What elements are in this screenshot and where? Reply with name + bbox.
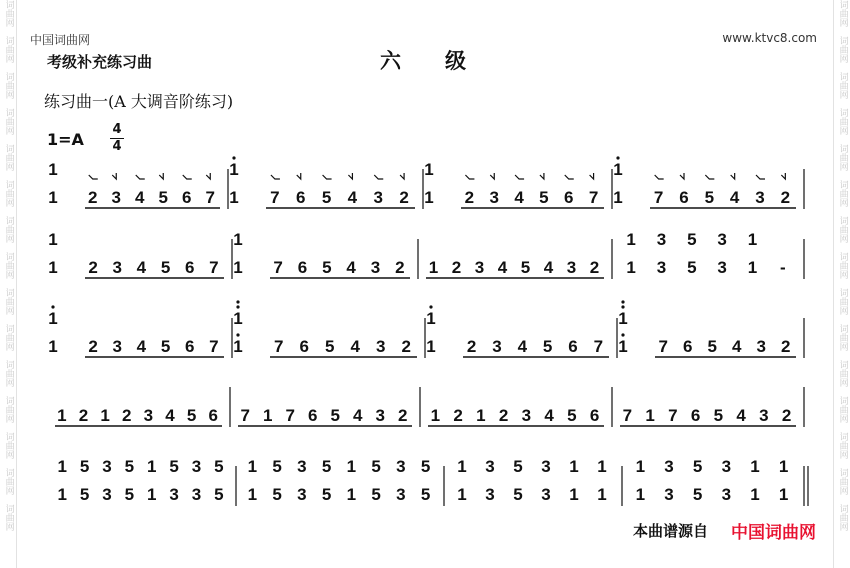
chord-upper-note: 1 bbox=[233, 309, 243, 328]
melody-note: 3 bbox=[474, 258, 485, 277]
lower-voice-note: 3 bbox=[102, 485, 112, 504]
lower-voice-note: 1 bbox=[247, 485, 258, 504]
articulation-mark bbox=[112, 173, 116, 179]
chord-lower-note: 1 bbox=[48, 337, 58, 356]
melody-note: 2 bbox=[88, 337, 98, 356]
watermark-text: 词曲网 bbox=[3, 180, 14, 207]
lower-voice-note: 3 bbox=[297, 485, 307, 504]
melody-note: 3 bbox=[111, 188, 121, 207]
melody-note: 7 bbox=[205, 188, 215, 207]
melody-note: 4 bbox=[497, 258, 508, 277]
watermark-text: 词曲网 bbox=[837, 180, 848, 207]
melody-note: 3 bbox=[521, 406, 532, 425]
articulation-mark bbox=[374, 175, 383, 179]
melody-note: 7 bbox=[273, 258, 283, 277]
articulation-mark bbox=[540, 173, 544, 179]
melody-note: 6 bbox=[296, 188, 306, 207]
melody-note: 1 bbox=[645, 406, 655, 425]
articulation-mark bbox=[183, 175, 192, 179]
watermark-text: 词曲网 bbox=[837, 324, 848, 351]
grade-title: 六级 bbox=[380, 49, 510, 73]
watermark-text: 词曲网 bbox=[837, 360, 848, 387]
lower-voice-note: 1 bbox=[597, 485, 607, 504]
chord-lower-note: 1 bbox=[613, 188, 623, 207]
watermark-text: 词曲网 bbox=[3, 0, 14, 27]
watermark-text: 词曲网 bbox=[3, 288, 14, 315]
upper-voice-note: 3 bbox=[191, 457, 202, 476]
watermark-text: 词曲网 bbox=[3, 468, 14, 495]
melody-note: 2 bbox=[466, 337, 477, 356]
time-numerator: 4 bbox=[112, 122, 122, 137]
upper-voice-note: 5 bbox=[420, 457, 431, 476]
watermark-text: 词曲网 bbox=[3, 504, 14, 531]
octave-dot bbox=[621, 300, 624, 303]
chord-upper-note: 1 bbox=[613, 160, 623, 179]
lower-voice-note: 1 bbox=[346, 485, 357, 504]
melody-note: 6 bbox=[299, 337, 309, 356]
upper-voice-note: 1 bbox=[247, 457, 258, 476]
time-denominator: 4 bbox=[112, 139, 122, 154]
melody-note: 6 bbox=[182, 188, 192, 207]
watermark-text: 词曲网 bbox=[837, 288, 848, 315]
melody-note: 4 bbox=[350, 337, 360, 356]
melody-note: 3 bbox=[492, 337, 502, 356]
melody-note: 3 bbox=[489, 188, 499, 207]
upper-voice-note: 1 bbox=[778, 457, 789, 476]
chord-lower-note: 1 bbox=[424, 188, 434, 207]
lower-voice-note: 5 bbox=[124, 485, 135, 504]
melody-note: 3 bbox=[566, 258, 577, 277]
watermark-text: 词曲网 bbox=[837, 72, 848, 99]
melody-note: 4 bbox=[517, 337, 528, 356]
articulation-mark bbox=[297, 173, 301, 179]
upper-voice-note: 5 bbox=[169, 457, 179, 476]
upper-voice-note: 5 bbox=[124, 457, 135, 476]
watermark-text: 词曲网 bbox=[837, 36, 848, 63]
octave-dot bbox=[616, 156, 619, 159]
melody-note: 4 bbox=[353, 406, 363, 425]
watermark-text: 词曲网 bbox=[3, 396, 14, 423]
lower-voice-note: 3 bbox=[485, 485, 495, 504]
melody-note: 2 bbox=[781, 337, 791, 356]
melody-note: 7 bbox=[622, 406, 633, 425]
key-signature: 1=A bbox=[47, 130, 84, 149]
articulation-mark bbox=[655, 175, 664, 179]
articulation-mark bbox=[89, 175, 98, 179]
lower-voice-note: 1 bbox=[146, 485, 157, 504]
melody-note: 5 bbox=[325, 337, 335, 356]
melody-note: 5 bbox=[330, 406, 340, 425]
melody-note: 6 bbox=[208, 406, 218, 425]
upper-voice-note: 5 bbox=[272, 457, 282, 476]
articulation-mark bbox=[323, 175, 332, 179]
melody-note: 5 bbox=[322, 258, 332, 277]
melody-note: 2 bbox=[453, 406, 463, 425]
articulation-mark bbox=[159, 173, 163, 179]
articulation-mark bbox=[400, 173, 404, 179]
melody-note: 5 bbox=[321, 188, 332, 207]
melody-note: 3 bbox=[143, 406, 154, 425]
upper-voice-note: 1 bbox=[635, 457, 646, 476]
chord-upper-note: 1 bbox=[426, 309, 436, 328]
site-name-left: 中国词曲网 bbox=[30, 33, 91, 47]
articulation-mark bbox=[515, 175, 524, 179]
melody-note: 2 bbox=[78, 406, 89, 425]
site-url[interactable]: www.ktvc8.com bbox=[722, 31, 817, 45]
chord-upper-note: 1 bbox=[48, 309, 58, 328]
lower-voice-note: 3 bbox=[396, 485, 406, 504]
melody-note: 1 bbox=[430, 406, 441, 425]
melody-note: 5 bbox=[707, 337, 717, 356]
lower-voice-note: 3 bbox=[169, 485, 179, 504]
octave-dot bbox=[621, 333, 624, 336]
articulation-mark bbox=[731, 173, 735, 179]
upper-voice-note: 1 bbox=[457, 457, 467, 476]
melody-note: 2 bbox=[464, 188, 475, 207]
melody-note: 6 bbox=[564, 188, 574, 207]
melody-note: 6 bbox=[185, 258, 195, 277]
melody-note: 3 bbox=[755, 188, 765, 207]
octave-dot bbox=[429, 305, 432, 308]
articulation-mark bbox=[590, 173, 594, 179]
melody-note: 2 bbox=[398, 406, 408, 425]
melody-note: 7 bbox=[285, 406, 295, 425]
articulation-mark bbox=[490, 173, 494, 179]
upper-voice-note: 3 bbox=[656, 230, 667, 249]
melody-note: 6 bbox=[679, 188, 689, 207]
lower-voice-note: 3 bbox=[191, 485, 202, 504]
lower-voice-note: 1 bbox=[750, 485, 760, 504]
chord-lower-note: 1 bbox=[233, 337, 243, 356]
melody-note: 2 bbox=[121, 406, 132, 425]
melody-note: 3 bbox=[756, 337, 766, 356]
octave-dot bbox=[621, 305, 624, 308]
chord-lower-note: 1 bbox=[426, 337, 436, 356]
melody-note: 7 bbox=[240, 406, 250, 425]
lower-voice-note: 1 bbox=[635, 485, 646, 504]
watermark-text: 词曲网 bbox=[837, 468, 848, 495]
upper-voice-note: 3 bbox=[102, 457, 112, 476]
octave-dot bbox=[232, 156, 235, 159]
watermark-text: 词曲网 bbox=[837, 0, 848, 27]
melody-note: 2 bbox=[781, 406, 792, 425]
melody-note: 6 bbox=[683, 337, 693, 356]
upper-voice-note: 1 bbox=[569, 457, 579, 476]
watermark-text: 词曲网 bbox=[3, 216, 14, 243]
melody-note: 2 bbox=[498, 406, 509, 425]
lower-voice-note: 5 bbox=[321, 485, 332, 504]
watermark-text: 词曲网 bbox=[837, 144, 848, 171]
melody-note: 4 bbox=[346, 258, 356, 277]
melody-note: 5 bbox=[704, 188, 715, 207]
upper-voice-note: 5 bbox=[513, 457, 523, 476]
source-label: 本曲谱源自 bbox=[632, 522, 708, 540]
lower-voice-note: 5 bbox=[513, 485, 523, 504]
melody-note: 5 bbox=[539, 188, 549, 207]
melody-note: 2 bbox=[395, 258, 405, 277]
source-site-link[interactable]: 中国词曲网 bbox=[731, 523, 816, 543]
melody-note: 2 bbox=[399, 188, 409, 207]
octave-dot bbox=[236, 333, 239, 336]
upper-voice-note: 1 bbox=[57, 457, 67, 476]
watermark-text: 词曲网 bbox=[837, 108, 848, 135]
watermark-text: 词曲网 bbox=[3, 252, 14, 279]
chord-upper-note: 1 bbox=[233, 230, 243, 249]
lower-voice-note: 3 bbox=[717, 258, 727, 277]
melody-note: 3 bbox=[375, 406, 385, 425]
watermark-text: 词曲网 bbox=[3, 144, 14, 171]
articulation-mark bbox=[206, 173, 210, 179]
octave-dot bbox=[51, 305, 54, 308]
lower-voice-note: 5 bbox=[214, 485, 224, 504]
watermark-text: 词曲网 bbox=[837, 252, 848, 279]
melody-note: 4 bbox=[732, 337, 742, 356]
chord-upper-note: 1 bbox=[48, 160, 58, 179]
chord-lower-note: 1 bbox=[48, 258, 58, 277]
melody-note: 1 bbox=[428, 258, 439, 277]
watermark-text: 词曲网 bbox=[837, 216, 848, 243]
melody-note: 1 bbox=[263, 406, 273, 425]
melody-note: 7 bbox=[653, 188, 664, 207]
upper-voice-note: 3 bbox=[664, 457, 674, 476]
articulation-mark bbox=[348, 173, 352, 179]
lower-voice-note: 1 bbox=[626, 258, 636, 277]
melody-note: 6 bbox=[589, 406, 600, 425]
upper-voice-note: 1 bbox=[346, 457, 357, 476]
lower-voice-note: 1 bbox=[747, 258, 758, 277]
melody-note: 6 bbox=[308, 406, 318, 425]
watermark-text: 词曲网 bbox=[837, 504, 848, 531]
lower-voice-note: 1 bbox=[778, 485, 789, 504]
lower-voice-note: 5 bbox=[272, 485, 282, 504]
articulation-mark bbox=[565, 175, 574, 179]
melody-note: 7 bbox=[209, 337, 219, 356]
melody-note: 4 bbox=[729, 188, 740, 207]
octave-dot bbox=[236, 300, 239, 303]
chord-upper-note: 1 bbox=[424, 160, 434, 179]
watermark-text: 词曲网 bbox=[3, 108, 14, 135]
melody-note: 4 bbox=[736, 406, 746, 425]
series-title: 考级补充练习曲 bbox=[47, 53, 153, 71]
watermark-text: 词曲网 bbox=[837, 396, 848, 423]
chord-upper-note: 1 bbox=[618, 309, 628, 328]
melody-note: 7 bbox=[209, 258, 219, 277]
melody-note: 2 bbox=[88, 258, 98, 277]
melody-note: 4 bbox=[544, 406, 554, 425]
upper-voice-note: 3 bbox=[541, 457, 551, 476]
exercise-title: 练习曲一(A 大调音阶练习) bbox=[44, 92, 234, 111]
articulation-mark bbox=[465, 175, 474, 179]
melody-note: 5 bbox=[160, 337, 171, 356]
watermark-text: 词曲网 bbox=[3, 36, 14, 63]
melody-note: 1 bbox=[57, 406, 67, 425]
lower-voice-note: 1 bbox=[57, 485, 67, 504]
lower-voice-note: 3 bbox=[541, 485, 551, 504]
upper-voice-note: 3 bbox=[396, 457, 406, 476]
melody-note: 4 bbox=[543, 258, 554, 277]
melody-note: 4 bbox=[165, 406, 175, 425]
melody-note: 3 bbox=[370, 258, 381, 277]
melody-note: 5 bbox=[186, 406, 197, 425]
watermark-text: 词曲网 bbox=[3, 360, 14, 387]
melody-note: 7 bbox=[658, 337, 668, 356]
melody-note: 5 bbox=[713, 406, 724, 425]
melody-note: 3 bbox=[112, 258, 122, 277]
articulation-mark bbox=[271, 175, 280, 179]
lower-voice-note: 1 bbox=[569, 485, 579, 504]
upper-voice-note: 1 bbox=[597, 457, 607, 476]
lower-voice-note: - bbox=[779, 258, 786, 277]
upper-voice-note: 3 bbox=[485, 457, 495, 476]
melody-note: 2 bbox=[780, 188, 791, 207]
melody-note: 7 bbox=[274, 337, 284, 356]
upper-voice-note: 3 bbox=[721, 457, 732, 476]
lower-voice-note: 1 bbox=[457, 485, 467, 504]
articulation-mark bbox=[136, 175, 145, 179]
melody-note: 6 bbox=[185, 337, 195, 356]
upper-voice-note: 3 bbox=[297, 457, 307, 476]
upper-voice-note: 5 bbox=[687, 230, 697, 249]
melody-note: 3 bbox=[373, 188, 383, 207]
watermark-text: 词曲网 bbox=[837, 432, 848, 459]
articulation-mark bbox=[705, 175, 714, 179]
lower-voice-note: 3 bbox=[656, 258, 667, 277]
chord-lower-note: 1 bbox=[618, 337, 628, 356]
lower-voice-note: 5 bbox=[687, 258, 697, 277]
melody-note: 6 bbox=[690, 406, 701, 425]
octave-dot bbox=[236, 305, 239, 308]
melody-note: 4 bbox=[135, 188, 145, 207]
articulation-mark bbox=[781, 173, 785, 179]
melody-note: 4 bbox=[136, 337, 147, 356]
melody-note: 6 bbox=[297, 258, 308, 277]
upper-voice-note: 5 bbox=[371, 457, 381, 476]
melody-note: 4 bbox=[514, 188, 524, 207]
melody-note: 1 bbox=[476, 406, 486, 425]
upper-voice-note: 1 bbox=[750, 457, 760, 476]
chord-lower-note: 1 bbox=[233, 258, 243, 277]
melody-note: 5 bbox=[567, 406, 577, 425]
chord-upper-note: 1 bbox=[48, 230, 58, 249]
upper-voice-note: 5 bbox=[79, 457, 90, 476]
watermark-text: 词曲网 bbox=[3, 432, 14, 459]
melody-note: 5 bbox=[160, 258, 171, 277]
upper-voice-note: 5 bbox=[321, 457, 332, 476]
articulation-mark bbox=[756, 175, 765, 179]
melody-note: 3 bbox=[376, 337, 386, 356]
lower-voice-note: 3 bbox=[664, 485, 674, 504]
upper-voice-note: 1 bbox=[626, 230, 636, 249]
melody-note: 4 bbox=[136, 258, 147, 277]
upper-voice-note: 3 bbox=[717, 230, 727, 249]
melody-note: 7 bbox=[270, 188, 280, 207]
watermark-text: 词曲网 bbox=[3, 72, 14, 99]
melody-note: 6 bbox=[568, 337, 578, 356]
lower-voice-note: 5 bbox=[692, 485, 703, 504]
melody-note: 4 bbox=[347, 188, 358, 207]
melody-note: 7 bbox=[593, 337, 604, 356]
upper-voice-note: 1 bbox=[146, 457, 157, 476]
chord-lower-note: 1 bbox=[48, 188, 58, 207]
watermark-text: 词曲网 bbox=[3, 324, 14, 351]
lower-voice-note: 5 bbox=[79, 485, 90, 504]
lower-voice-note: 5 bbox=[420, 485, 431, 504]
chord-lower-note: 1 bbox=[229, 188, 239, 207]
melody-note: 1 bbox=[100, 406, 110, 425]
lower-voice-note: 5 bbox=[371, 485, 381, 504]
melody-note: 5 bbox=[542, 337, 553, 356]
articulation-mark bbox=[680, 173, 684, 179]
melody-note: 2 bbox=[451, 258, 462, 277]
melody-note: 5 bbox=[158, 188, 168, 207]
melody-note: 7 bbox=[588, 188, 599, 207]
melody-note: 5 bbox=[520, 258, 531, 277]
upper-voice-note: 1 bbox=[747, 230, 758, 249]
melody-note: 7 bbox=[668, 406, 678, 425]
chord-upper-note: 1 bbox=[229, 160, 239, 179]
melody-note: 2 bbox=[589, 258, 600, 277]
lower-voice-note: 3 bbox=[721, 485, 732, 504]
melody-note: 3 bbox=[759, 406, 769, 425]
upper-voice-note: 5 bbox=[214, 457, 224, 476]
upper-voice-note: 5 bbox=[692, 457, 703, 476]
melody-note: 3 bbox=[112, 337, 122, 356]
melody-note: 2 bbox=[401, 337, 411, 356]
melody-note: 2 bbox=[88, 188, 98, 207]
